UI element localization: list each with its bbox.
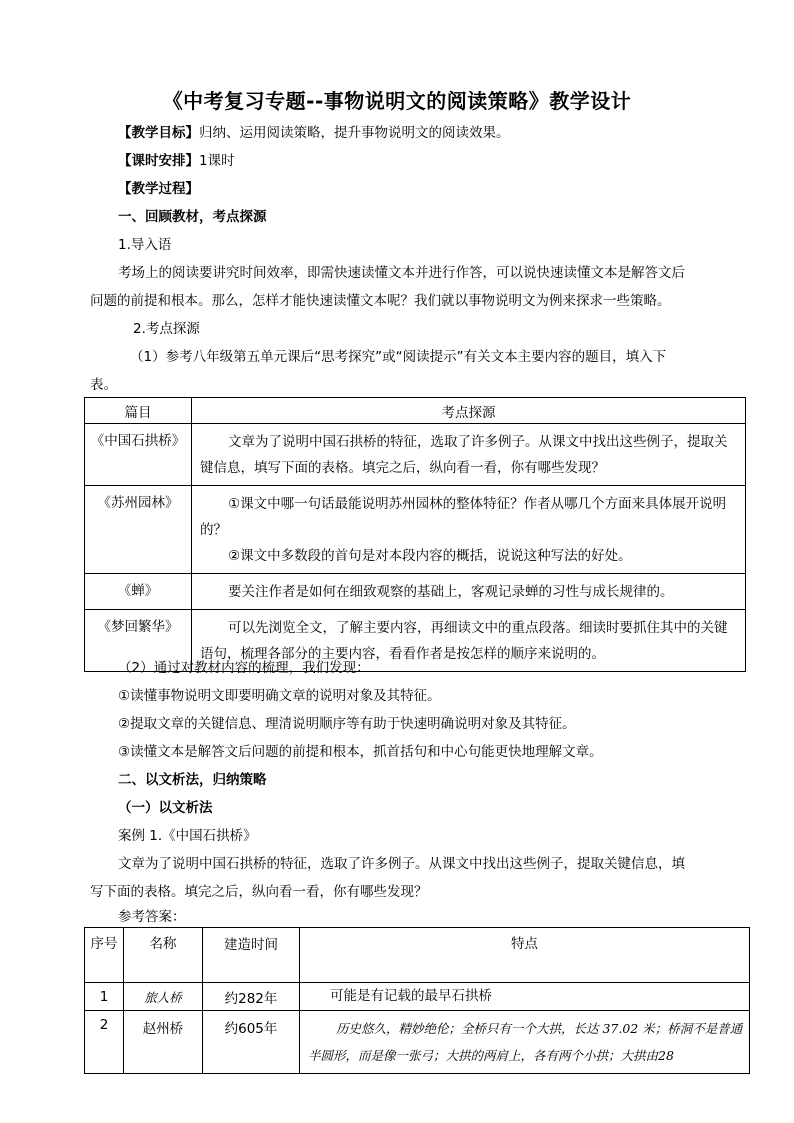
section-heading-2: 二、以文析法，归纳策略 <box>118 772 267 788</box>
intro-paragraph-line: 考场上的阅读要讲究时间效率，即需快速读懂文本并进行作答，可以说快速读懂文本是解答文后 <box>118 265 685 281</box>
row-feature <box>300 1011 750 1074</box>
item-1-line: （1）参考八年级第五单元课后“思考探究”或“阅读提示”有关文本主要内容的题目，填入下 <box>130 349 667 365</box>
table-header-cell: 篇目 <box>85 398 192 424</box>
table-row <box>85 424 746 486</box>
case-1-line: 文章为了说明中国石拱桥的特征，选取了许多例子。从课文中找出这些例子，提取关键信息，填 <box>118 856 685 872</box>
table-cell-content <box>192 424 746 486</box>
cell-paragraph: 历史悠久，精妙绝伦；全桥只有一个大拱，长达 37.02 米；桥洞不是普通半圆形，而是像一张弓；大拱的两肩上，各有两个小拱；大拱由28 <box>308 1021 743 1063</box>
table-header-cell: 名称 <box>124 928 203 983</box>
table-header-row <box>85 928 750 983</box>
goal-label: 【教学目标】 <box>118 125 199 141</box>
table-cell-content <box>192 486 746 574</box>
table-row <box>85 1011 750 1074</box>
case-1-heading: 案例 1.《中国石拱桥》 <box>118 828 257 844</box>
table-header-cell: 特点 <box>300 928 750 983</box>
table-cell-title: 《苏州园林》 <box>85 486 192 574</box>
finding-3: ③读懂文本是解答文后问题的前提和根本，抓首括句和中心句能更快地理解文章。 <box>118 744 603 760</box>
process-label: 【教学过程】 <box>118 181 199 197</box>
finding-1: ①读懂事物说明文即要明确文章的说明对象及其特征。 <box>118 688 441 704</box>
cell-paragraph: 文章为了说明中国石拱桥的特征，选取了许多例子。从课文中找出这些例子，提取关键信息，填写下面的表格。填完之后，纵向看一看，你有哪些发现？ <box>200 434 728 476</box>
section-heading-1: 一、回顾教材，考点探源 <box>118 209 267 225</box>
row-number: 2 <box>85 1011 124 1074</box>
table-cell-content <box>192 574 746 610</box>
table-row <box>85 983 750 1011</box>
table-header-cell: 建造时间 <box>203 928 300 983</box>
row-name: 旅人桥 <box>124 983 203 1011</box>
table-header-cell: 考点探源 <box>192 398 746 424</box>
row-feature: 可能是有记载的最早石拱桥 <box>300 983 750 1011</box>
table-row <box>85 574 746 610</box>
row-number: 1 <box>85 983 124 1011</box>
row-name: 赵州桥 <box>124 1011 203 1074</box>
schedule-text: 1课时 <box>199 153 235 169</box>
teaching-goal <box>118 124 510 142</box>
page-title: 《中考复习专题--事物说明文的阅读策略》教学设计 <box>162 89 632 113</box>
table-row <box>85 486 746 574</box>
schedule-label: 【课时安排】 <box>118 153 199 169</box>
item-1-line: 表。 <box>90 377 117 393</box>
cell-paragraph: ②课文中多数段的首句是对本段内容的概括，说说这种写法的好处。 <box>228 548 632 564</box>
table-cell-title: 《中国石拱桥》 <box>85 424 192 486</box>
cell-paragraph: 要关注作者是如何在细致观察的基础上，客观记录蝉的习性与成长规律的。 <box>228 584 674 600</box>
cell-paragraph: ①课文中哪一句话最能说明苏州园林的整体特征？作者从哪几个方面来具体展开说明的？ <box>200 496 727 538</box>
subheading-exam-source: 2.考点探源 <box>133 321 200 337</box>
table-cell-title: 《梦回繁华》 <box>85 610 192 672</box>
exam-source-table <box>84 397 746 672</box>
reference-answer-label: 参考答案： <box>118 909 186 925</box>
item-2: （2）通过对教材内容的梳理，我们发现： <box>118 660 370 676</box>
stone-bridge-table <box>84 927 750 1074</box>
table-header-row <box>85 398 746 424</box>
row-time: 约605年 <box>203 1011 300 1074</box>
class-schedule <box>118 152 235 170</box>
table-header-cell: 序号 <box>85 928 124 983</box>
subheading-intro: 1.导入语 <box>118 237 172 253</box>
case-1-line: 写下面的表格。填完之后，纵向看一看，你有哪些发现？ <box>90 884 428 900</box>
intro-paragraph-line: 问题的前提和根本。那么，怎样才能快速读懂文本呢？我们就以事物说明文为例来探求一些策略。 <box>90 293 671 309</box>
finding-2: ②提取文章的关键信息、理清说明顺序等有助于快速明确说明对象及其特征。 <box>118 716 576 732</box>
goal-text: 归纳、运用阅读策略，提升事物说明文的阅读效果。 <box>199 125 510 141</box>
row-time: 约282年 <box>203 983 300 1011</box>
subsection-heading: （一）以文析法 <box>118 800 213 816</box>
cell-paragraph: 可以先浏览全文，了解主要内容，再细读文中的重点段落。细读时要抓住其中的关键语句，梳理各部分的主要内容，看看作者是按怎样的顺序来说明的。 <box>200 620 728 662</box>
table-cell-title: 《蝉》 <box>85 574 192 610</box>
